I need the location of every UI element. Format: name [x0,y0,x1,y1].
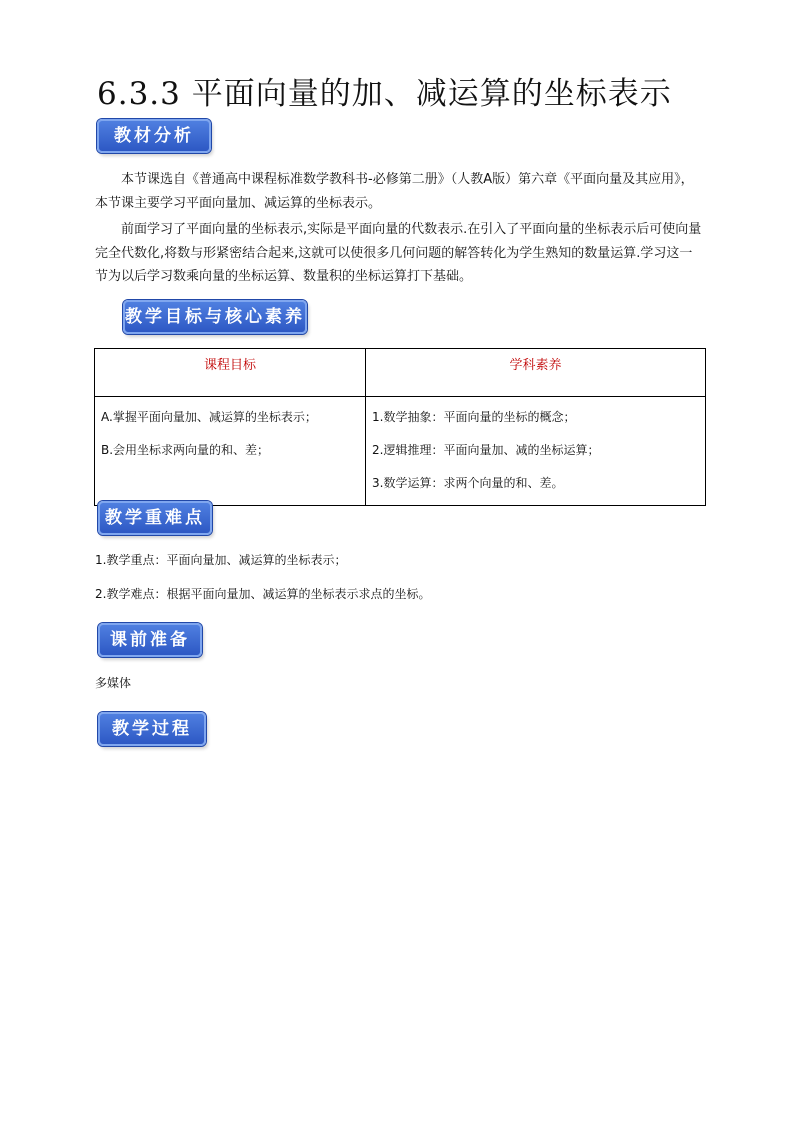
literacy-item: 3.数学运算：求两个向量的和、差。 [372,476,564,490]
section-heading-analysis: 教材分析 [97,119,211,153]
preparation-content: 多媒体 [95,676,132,690]
goals-table-row [95,397,706,506]
page-title: 6.3.3 平面向量的加、减运算的坐标表示 [97,76,672,112]
analysis-paragraph-2: 前面学习了平面向量的坐标表示,实际是平面向量的代数表示.在引入了平面向量的坐标表示后可使向量完全代数化,将数与形紧密结合起来,这就可以使很多几何问题的解答转化为学生熟知的数量运算.学习这一节为以后学习数乘向量的坐标运算、数量积的坐标运算打下基础。 [95,222,702,284]
key-point-item: 2.教学难点：根据平面向量加、减运算的坐标表示求点的坐标。 [95,587,431,601]
goals-table-header-row [95,349,706,397]
section-heading-preparation: 课前准备 [98,623,202,657]
key-point-item: 1.教学重点：平面向量加、减运算的坐标表示； [95,553,347,567]
course-goal-item: B.会用坐标求两向量的和、差； [101,443,270,457]
literacy-item: 1.数学抽象：平面向量的坐标的概念； [372,410,576,424]
goals-table-course-cell [95,397,366,506]
goals-table-header-course: 课程目标 [95,349,366,397]
goals-table-header-literacy: 学科素养 [366,349,706,397]
course-goal-item: A.掌握平面向量加、减运算的坐标表示； [101,410,317,424]
section-heading-key-points: 教学重难点 [98,501,212,535]
goals-table-literacy-cell [366,397,706,506]
literacy-item: 2.逻辑推理：平面向量加、减的坐标运算； [372,443,600,457]
goals-table [94,348,706,506]
analysis-paragraph-1: 本节课选自《普通高中课程标准数学教科书-必修第二册》（人教A版）第六章《平面向量及其应用》，本节课主要学习平面向量加、减运算的坐标表示。 [95,172,694,211]
section-heading-goals: 教学目标与核心素养 [123,300,307,334]
section-heading-process: 教学过程 [98,712,206,746]
